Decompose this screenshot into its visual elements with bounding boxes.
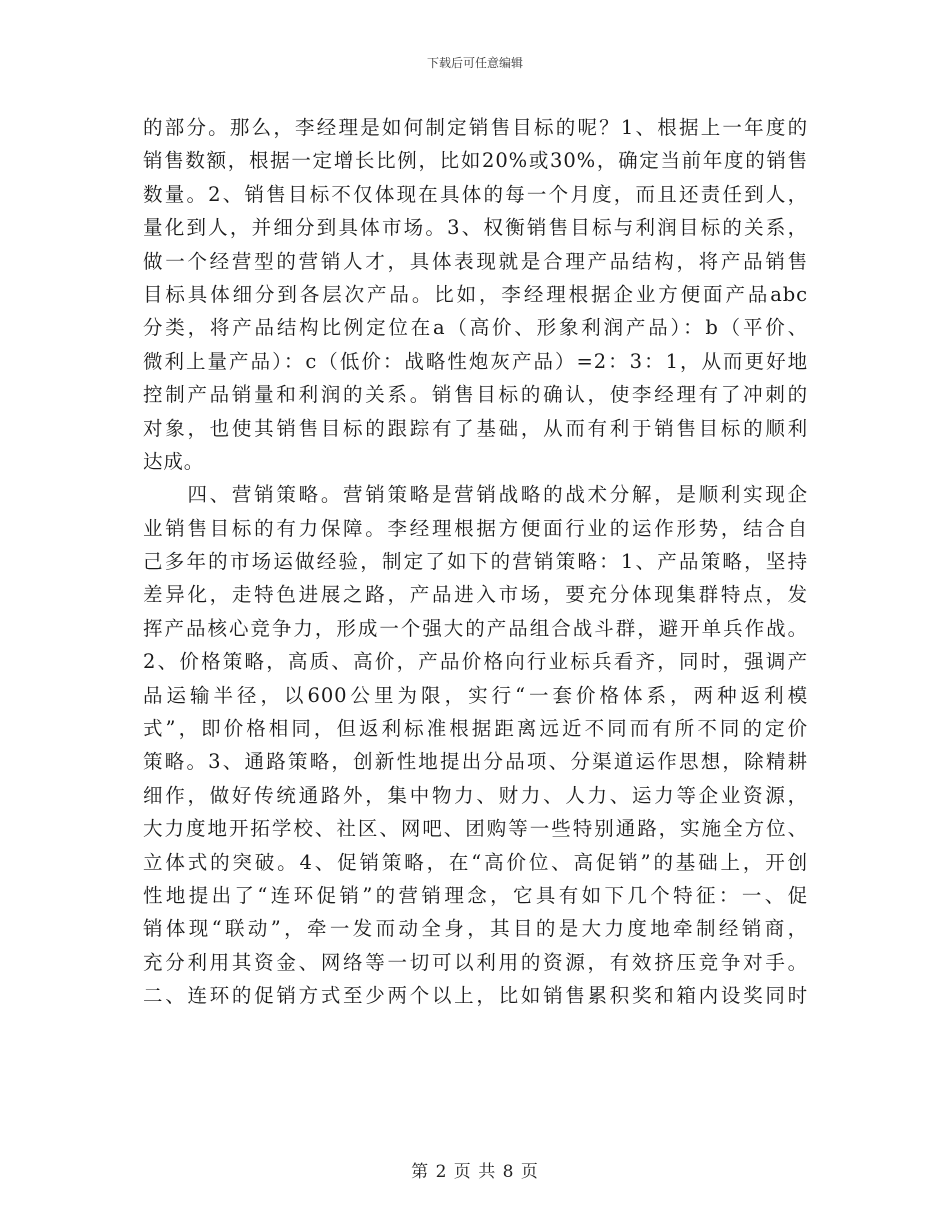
text-line: 达成。: [143, 449, 205, 473]
text-line: 量化到人，并细分到具体市场。3、权衡销售目标与利润目标的关系，: [143, 216, 808, 240]
text-line: 性地提出了“连环促销”的营销理念，它具有如下几个特征：一、促: [143, 883, 808, 907]
text-line: 2、价格策略，高质、高价，产品价格向行业标兵看齐，同时，强调产: [143, 650, 808, 674]
text-line: 业销售目标的有力保障。李经理根据方便面行业的运作形势，结合自: [143, 516, 808, 540]
text-line: 策略。3、通路策略，创新性地提出分品项、分渠道运作思想，除精耕: [143, 750, 808, 774]
text-line: 目标具体细分到各层次产品。比如，李经理根据企业方便面产品abc: [143, 282, 808, 306]
text-line: 充分利用其资金、网络等一切可以利用的资源，有效挤压竞争对手。: [143, 950, 808, 974]
text-line: 四、营销策略。营销策略是营销战略的战术分解，是顺利实现企: [143, 483, 808, 507]
text-line: 己多年的市场运做经验，制定了如下的营销策略：1、产品策略，坚持: [143, 550, 808, 574]
page-header-note: 下载后可任意编辑: [426, 56, 523, 70]
text-line: 做一个经营型的营销人才，具体表现就是合理产品结构，将产品销售: [143, 249, 808, 273]
text-line: 的部分。那么，李经理是如何制定销售目标的呢？1、根据上一年度的: [143, 116, 808, 139]
text-line: 立体式的突破。4、促销策略，在“高价位、高促销”的基础上，开创: [143, 850, 808, 874]
text-line: 微利上量产品）：c（低价：战略性炮灰产品）=2：3：1，从而更好地: [143, 349, 808, 373]
text-line: 二、连环的促销方式至少两个以上，比如销售累积奖和箱内设奖同时: [143, 984, 808, 1008]
text-line: 销售数额，根据一定增长比例，比如20%或30%，确定当前年度的销售: [143, 149, 808, 173]
text-line: 对象，也使其销售目标的跟踪有了基础，从而有利于销售目标的顺利: [143, 416, 808, 440]
text-line: 销体现“联动”，牵一发而动全身，其目的是大力度地牵制经销商，: [143, 917, 808, 941]
text-line: 挥产品核心竞争力，形成一个强大的产品组合战斗群，避开单兵作战。: [143, 616, 808, 640]
text-line: 式”，即价格相同，但返利标准根据距离远近不同而有所不同的定价: [143, 717, 808, 741]
text-line: 品运输半径，以600公里为限，实行“一套价格体系，两种返利模: [143, 683, 808, 707]
page-number-footer: 第 2 页 共 8 页: [411, 1162, 539, 1182]
document-body: [143, 111, 808, 1013]
text-line: 分类，将产品结构比例定位在a（高价、形象利润产品）：b（平价、: [143, 316, 808, 340]
text-line: 控制产品销量和利润的关系。销售目标的确认，使李经理有了冲刺的: [143, 383, 808, 407]
text-line: 数量。2、销售目标不仅体现在具体的每一个月度，而且还责任到人，: [143, 182, 808, 206]
text-line: 差异化，走特色进展之路，产品进入市场，要充分体现集群特点，发: [143, 583, 808, 607]
text-line: 细作，做好传统通路外，集中物力、财力、人力、运力等企业资源，: [143, 783, 808, 807]
text-line: 大力度地开拓学校、社区、网吧、团购等一些特别通路，实施全方位、: [143, 817, 808, 841]
